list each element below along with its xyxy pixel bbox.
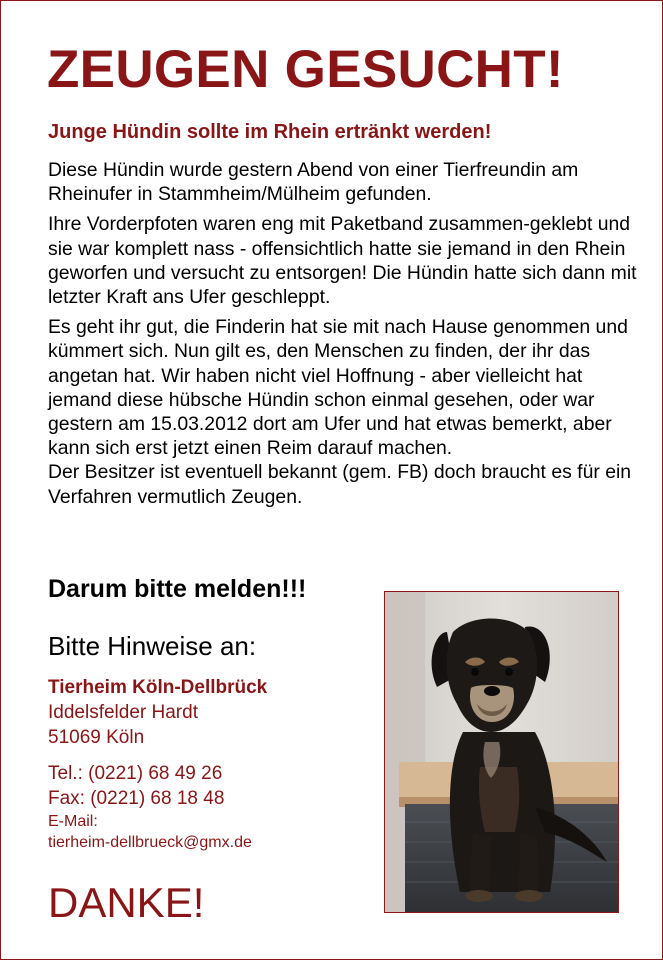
dog-photo (384, 591, 619, 913)
dog-illustration (385, 592, 618, 912)
contact-street: Iddelsfelder Hardt (48, 702, 198, 723)
paragraph-appeal: Es geht ihr gut, die Finderin hat sie mit nach Hause genommen und kümmert sich. Nun gilt es, den Menschen zu finden, der ihr das angetan hat. Wir haben nicht viel Hoffnung - aber vielleicht hat jemand diese hübsche Hündin schon einmal gesehen, oder war gestern am 15.03.2012 dort am Ufer und hat etwas bemerkt, aber kann sich erst jetzt einen Reim darauf machen. (48, 316, 628, 460)
page-title: ZEUGEN GESUCHT! (47, 40, 564, 99)
call-to-action: Darum bitte melden!!! (48, 575, 307, 603)
paragraph-found: Diese Hündin wurde gestern Abend von einer Tierfreundin am Rheinufer in Stammheim/Mülheim gefunden. (48, 159, 579, 206)
contact-fax: Fax: (0221) 68 18 48 (48, 788, 225, 809)
contact-email-label: E-Mail: (48, 813, 98, 830)
hint-heading: Bitte Hinweise an: (48, 631, 257, 661)
contact-email-link[interactable]: tierheim-dellbrueck@gmx.de (48, 834, 252, 851)
paragraph-owner: Der Besitzer ist eventuell bekannt (gem. FB) doch braucht es für ein Verfahren vermutlich Zeugen. (48, 461, 632, 508)
thanks-text: DANKE! (48, 879, 205, 926)
paragraph-condition: Ihre Vorderpfoten waren eng mit Paketband zusammen-geklebt und sie war komplett nass - offensichtlich hatte sie jemand in den Rhein geworfen und versucht zu entsorgen! Die Hündin hatte sich dann mit letzter Kraft ans Ufer geschleppt. (48, 213, 637, 309)
contact-city: 51069 Köln (48, 727, 145, 748)
subtitle: Junge Hündin sollte im Rhein ertränkt werden! (48, 121, 492, 143)
contact-name: Tierheim Köln-Dellbrück (48, 677, 268, 698)
contact-phone[interactable]: Tel.: (0221) 68 49 26 (48, 763, 223, 784)
body-text (48, 158, 638, 515)
